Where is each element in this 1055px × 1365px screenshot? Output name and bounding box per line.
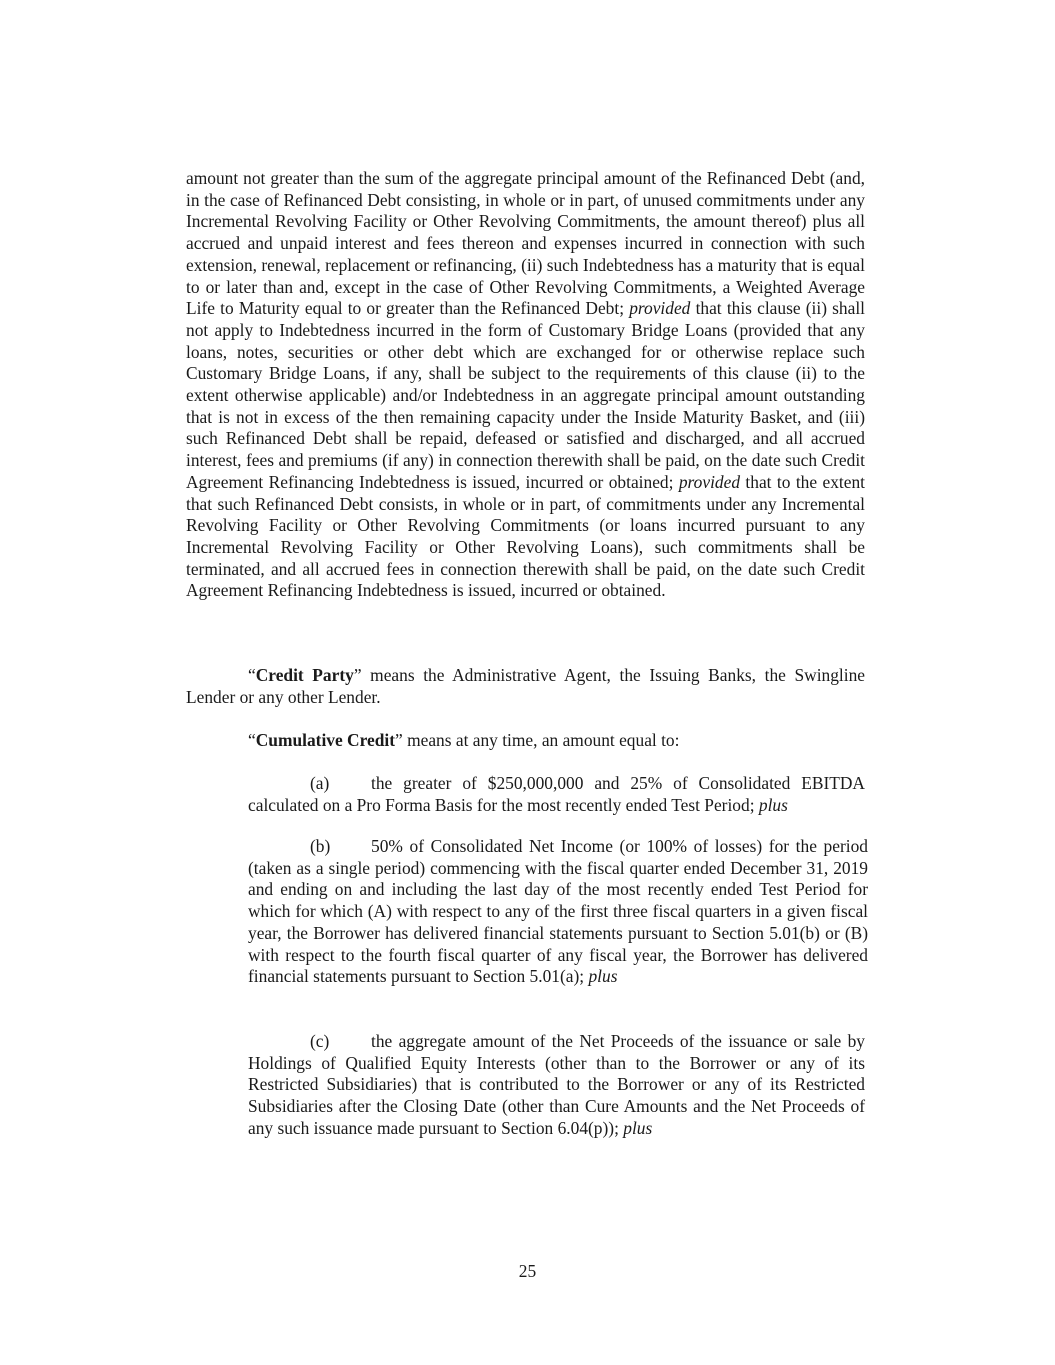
clause-c (248, 1031, 865, 1140)
clause-c-text: the aggregate amount of the Net Proceeds of the issuance or sale by Holdings of Qualified Equity Interests (other than to the Borrower or any of its Restricted Subsidiaries) that is contributed to the Borrower or any of its Restricted Subsidiaries after the Closing Date (other than Cure Amounts and the Net Proceeds of any such issuance made pursuant to Section 6.04(p)); (248, 1031, 865, 1138)
provided-italic-1: provided (629, 298, 691, 319)
clause-a-text: the greater of $250,000,000 and 25% of Consolidated EBITDA calculated on a Pro Forma Basis for the most recently ended Test Period; (248, 773, 865, 815)
continuation-text-2: that this clause (ii) shall not apply to Indebtedness incurred in the form of Customary Bridge Loans (provided that any loans, notes, securities or other debt which are exchanged for or otherwise replace such Customary Bridge Loans, if any, shall be subject to the requirements of this clause (ii) to the extent otherwise applicable) and/or Indebtedness in an aggregate principal amount outstanding that is not in excess of the then remaining capacity under the Inside Maturity Basket, and (iii) such Refinanced Debt shall be repaid, defeased or satisfied and discharged, and all accrued interest, fees and premiums (if any) in connection therewith shall be paid, on the date such Credit Agreement Refinancing Indebtedness is issued, incurred or obtained; (186, 298, 866, 492)
credit-party-definition (186, 665, 865, 708)
continuation-text-1: amount not greater than the sum of the aggregate principal amount of the Refinanced Debt (and, in the case of Refinanced Debt consisting, in whole or in part, of unused commitments under any Incremental Revolving Facility or Other Revolving Commitments, the amount thereof) plus all accrued and unpaid interest and fees thereon and expenses incurred in connection with such extension, renewal, replacement or refinancing, (ii) such Indebtedness has a maturity that is equal to or later than and, except in the case of Other Revolving Commitments, a Weighted Average Life to Maturity equal to or greater than the Refinanced Debt; (186, 168, 865, 319)
clause-c-plus: plus (623, 1117, 653, 1138)
clause-b (248, 836, 868, 988)
cumulative-credit-definition (186, 730, 865, 752)
continuation-paragraph (186, 168, 865, 602)
clause-b-label: (b) (310, 836, 331, 856)
defined-term-cumulative-credit: Cumulative Credit (255, 730, 396, 750)
provided-italic-2: provided (678, 471, 741, 492)
clause-a (248, 773, 865, 816)
credit-party-text: ” means the Administrative Agent, the Issuing Banks, the Swingline Lender or any other Lender. (186, 665, 865, 707)
defined-term-credit-party: Credit Party (255, 665, 354, 685)
page-number: 25 (518, 1261, 537, 1281)
cumulative-credit-text: ” means at any time, an amount equal to: (395, 730, 680, 750)
clause-a-label: (a) (310, 773, 330, 793)
open-quote: “ (248, 665, 256, 685)
clause-b-plus: plus (588, 966, 618, 987)
open-quote: “ (248, 730, 256, 750)
continuation-text-3: that to the extent that such Refinanced Debt consists, in whole or in part, of commitments under any Incremental Revolving Facility or Other Revolving Commitments (or loans incurred pursuant to any Incremental Revolving Facility or Other Revolving Loans), such commitments shall be terminated, and all accrued fees in connection therewith shall be paid, on the date such Credit Agreement Refinancing Indebtedness is issued, incurred or obtained. (186, 471, 865, 601)
clause-a-plus: plus (758, 794, 788, 815)
clause-b-text: 50% of Consolidated Net Income (or 100% of losses) for the period (taken as a single period) commencing with the fiscal quarter ended December 31, 2019 and ending on and including the last day of the most recently ended Test Period for which for which (A) with respect to any of the first three fiscal quarters in a given fiscal year, the Borrower has delivered financial statements pursuant to Section 5.01(b) or (B) with respect to the fourth fiscal quarter of any fiscal year, the Borrower has delivered financial statements pursuant to Section 5.01(a); (248, 836, 868, 987)
clause-c-label: (c) (310, 1031, 330, 1051)
